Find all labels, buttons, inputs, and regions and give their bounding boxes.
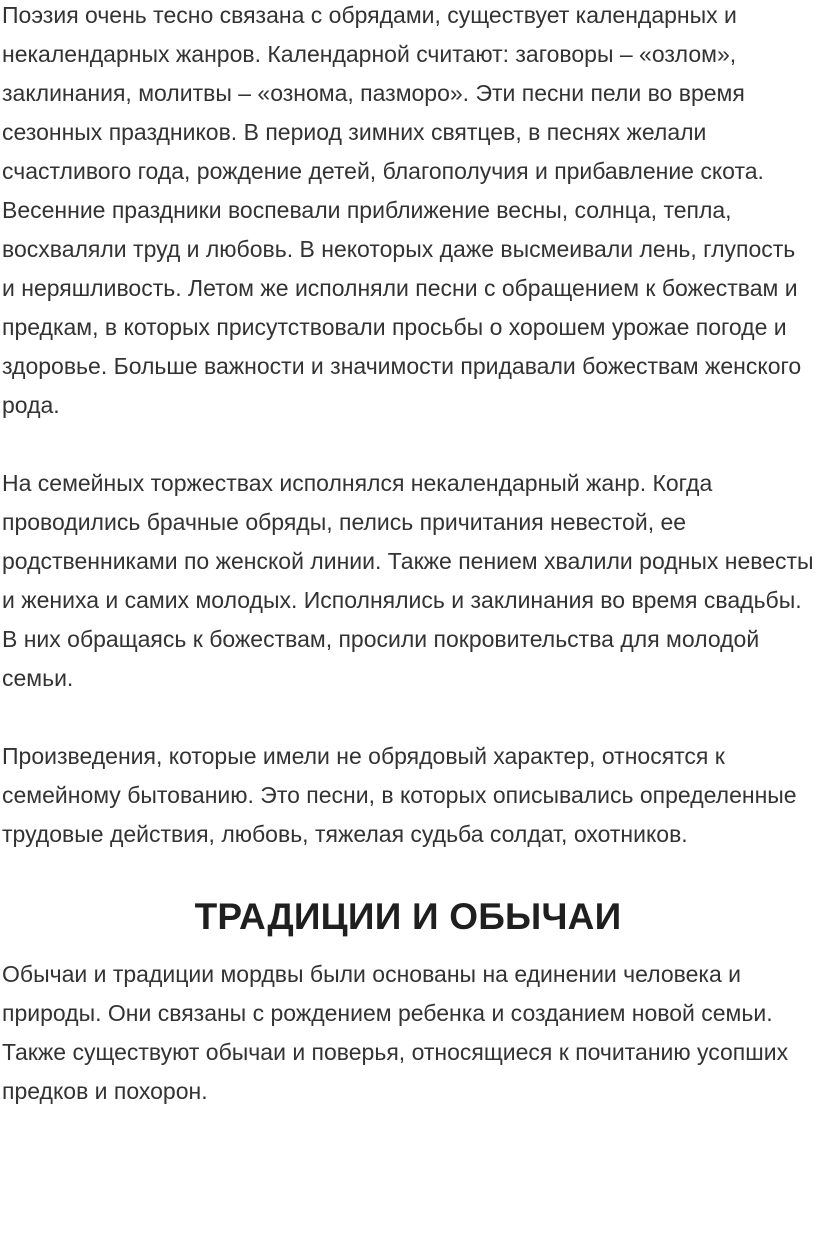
paragraph-non-ritual-works: Произведения, которые имели не обрядовый характер, относятся к семейному бытованию. Это песни, в которых описывались определенные трудовые действия, любовь, тяжелая судьба солдат, охотников. [2, 743, 797, 847]
section-heading: ТРАДИЦИИ И ОБЫЧАИ [194, 896, 622, 937]
paragraph-family-celebrations: На семейных торжествах исполнялся некалендарный жанр. Когда проводились брачные обряды, пелись причитания невестой, ее родственниками по женской линии. Также пением хвалили родных невесты и жениха и самих молодых. Исполнялись и заклинания во время свадьбы. В них обращаясь к божествам, просили покровительства для молодой семьи. [2, 470, 814, 691]
paragraph-calendar-genres: Поэзия очень тесно связана с обрядами, существует календарных и некалендарных жанров. Календарной считают: заговоры – «озлом», заклинания, молитвы – «ознома, пазморо». Эти песни пели во время сезонных праздников. В период зимних святцев, в песнях желали счастливого года, рождение детей, благополучия и прибавление скота. Весенние праздники воспевали приближение весны, солнца, тепла, восхваляли труд и любовь. В некоторых даже высмеивали лень, глупость и неряшливость. Летом же исполняли песни с обращением к божествам и предкам, в которых присутствовали просьбы о хорошем урожае погоде и здоровье. Больше важности и значимости придавали божествам женского рода. [2, 2, 802, 418]
paragraph-customs-traditions: Обычаи и традиции мордвы были основаны на единении человека и природы. Они связаны с рождением ребенка и созданием новой семьи. Также существуют обычаи и поверья, относящиеся к почитанию усопших предков и похорон. [2, 961, 789, 1104]
